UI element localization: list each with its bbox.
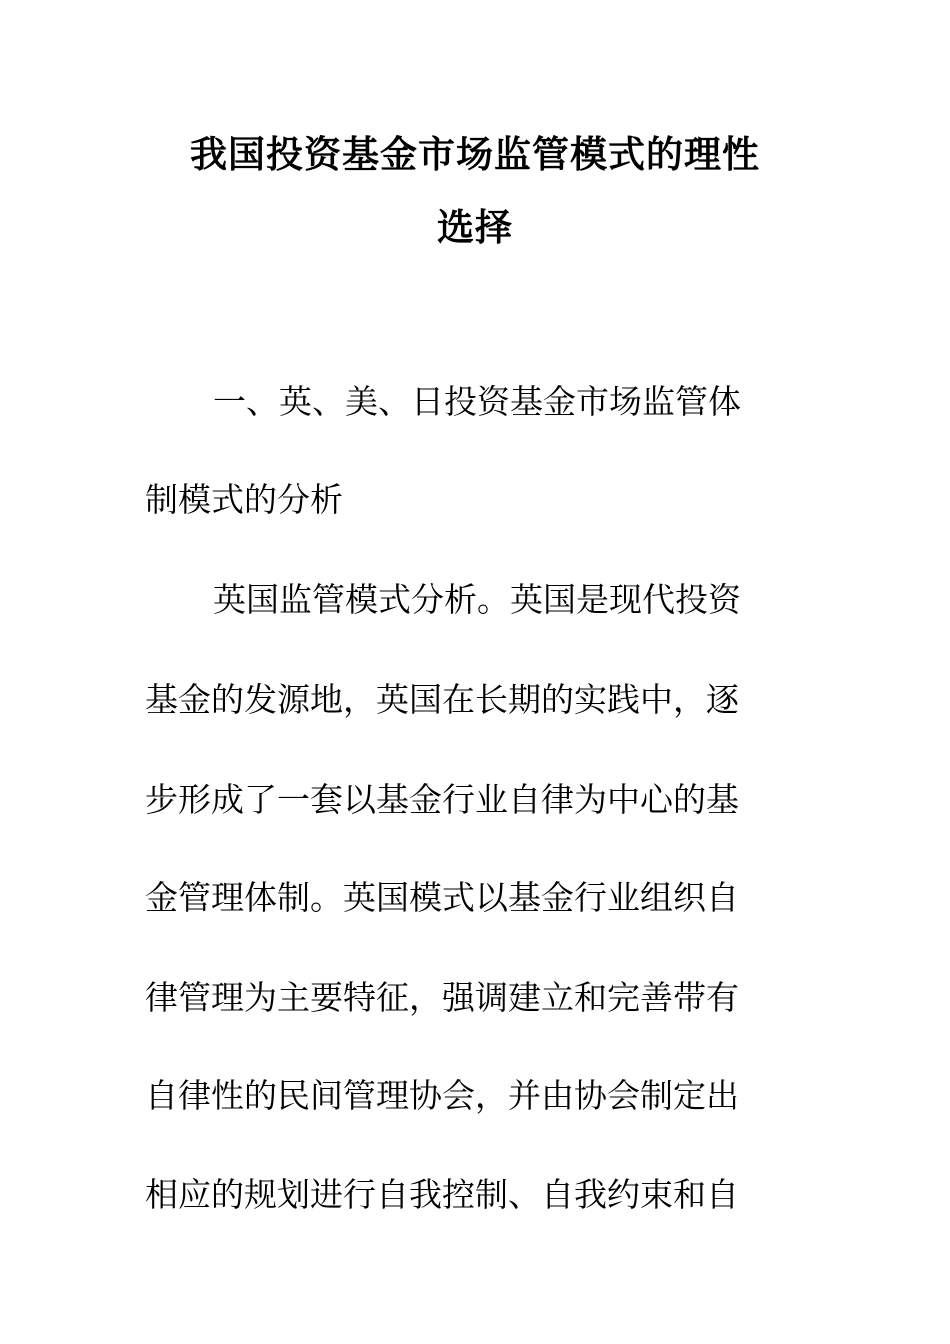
- document-title-line-1: 我国投资基金市场监管模式的理性: [190, 132, 760, 176]
- paragraph-line-7: 相应的规划进行自我控制、自我约束和自: [145, 1175, 739, 1214]
- paragraph-line-6: 自律性的民间管理协会，并由协会制定出: [145, 1076, 739, 1115]
- paragraph-line-1: 英国监管模式分析。英国是现代投资: [213, 580, 741, 619]
- document-title-line-2: 选择: [437, 205, 513, 249]
- paragraph-line-3: 步形成了一套以基金行业自律为中心的基: [145, 780, 739, 819]
- section-heading-line-1: 一、英、美、日投资基金市场监管体: [213, 382, 741, 421]
- section-heading-line-2: 制模式的分析: [145, 480, 343, 519]
- paragraph-line-2: 基金的发源地，英国在长期的实践中，逐: [145, 680, 739, 719]
- paragraph-line-4: 金管理体制。英国模式以基金行业组织自: [145, 878, 739, 917]
- paragraph-line-5: 律管理为主要特征，强调建立和完善带有: [145, 978, 739, 1017]
